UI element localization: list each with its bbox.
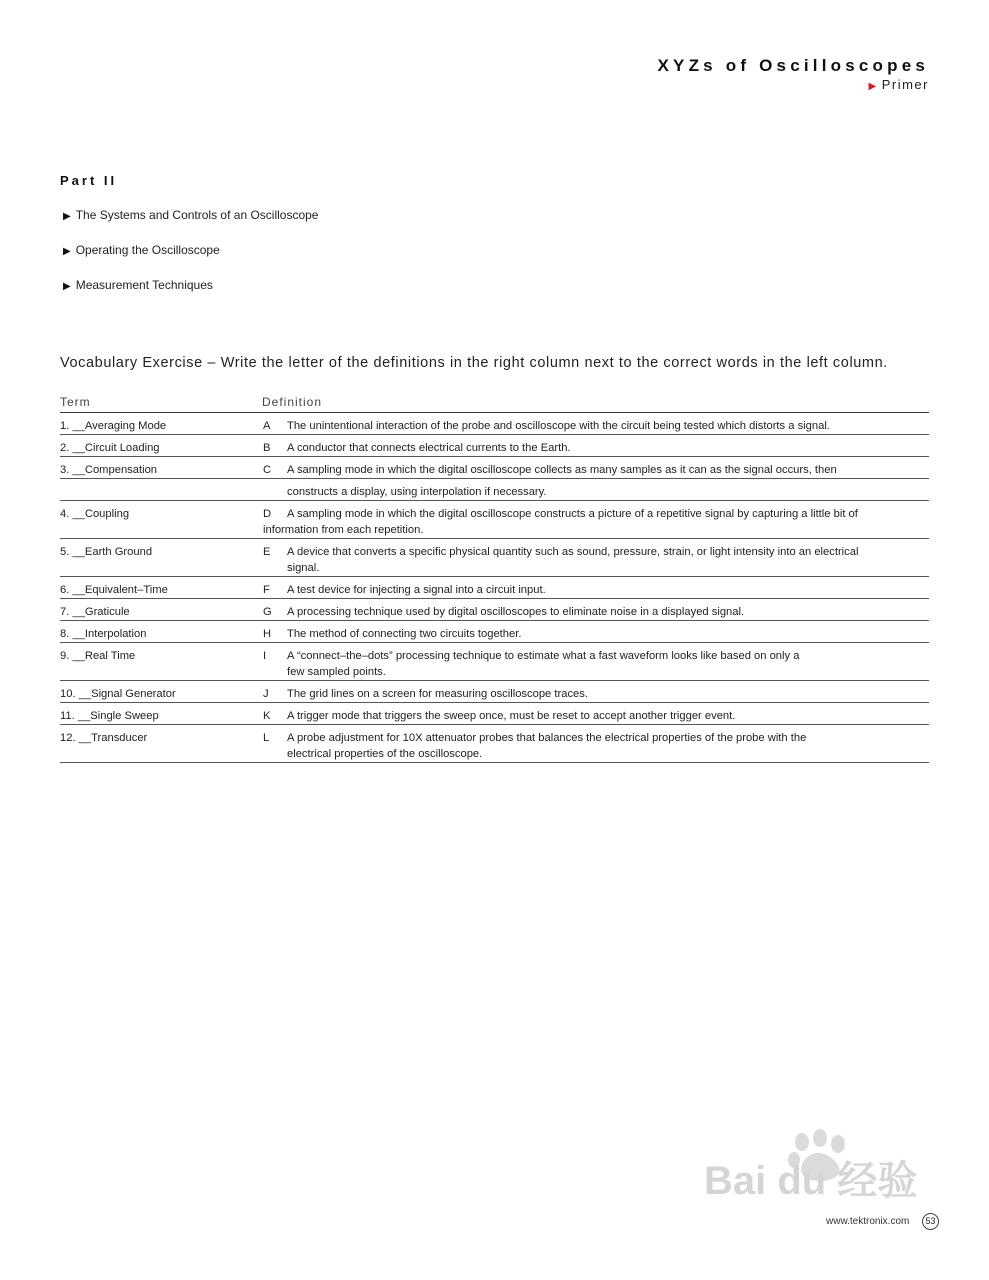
definition-cell: A trigger mode that triggers the sweep once, must be reset to accept another trigger event. (287, 710, 736, 722)
term-cell: 10. __Signal Generator (60, 688, 176, 700)
definition-cell: The method of connecting two circuits together. (287, 628, 522, 640)
definition-cell: A sampling mode in which the digital oscilloscope collects as many samples as it can as the signal occurs, then (287, 464, 837, 476)
table-row (60, 457, 929, 479)
term-cell: 6. __Equivalent–Time (60, 584, 168, 596)
definition-cell: The unintentional interaction of the probe and oscilloscope with the circuit being tested which distorts a signal. (287, 420, 830, 432)
table-row (60, 725, 929, 763)
letter-cell: C (263, 464, 272, 476)
part-title: Part II (60, 173, 118, 188)
contents-item: ▶ Operating the Oscilloscope (63, 243, 220, 257)
page-number: 53 (922, 1213, 939, 1230)
term-cell: 7. __Graticule (60, 606, 130, 618)
part-contents-list (63, 208, 318, 313)
table-row (60, 703, 929, 725)
definition-column-header: Definition (262, 395, 323, 409)
letter-cell: K (263, 710, 271, 722)
table-row (60, 413, 929, 435)
table-row (60, 501, 929, 539)
letter-cell: E (263, 546, 271, 558)
term-cell: 3. __Compensation (60, 464, 158, 476)
letter-cell: J (263, 688, 269, 700)
table-row (60, 681, 929, 703)
document-subtitle (869, 77, 929, 92)
term-column-header: Term (60, 395, 91, 409)
definition-cell: A device that converts a specific physical quantity such as sound, pressure, strain, or light intensity into an electrical signal. (287, 546, 859, 574)
table-row (60, 539, 929, 577)
triangle-bullet-icon: ▶ (63, 246, 71, 257)
table-row (60, 577, 929, 599)
triangle-bullet-icon: ▶ (63, 211, 71, 222)
term-cell: 9. __Real Time (60, 650, 136, 662)
letter-cell: H (263, 628, 272, 640)
letter-cell: B (263, 442, 271, 454)
letter-cell: D (263, 508, 272, 520)
table-row (60, 643, 929, 681)
term-cell: 5. __Earth Ground (60, 546, 153, 558)
letter-cell: I (263, 650, 267, 662)
definition-cell: A probe adjustment for 10X attenuator probes that balances the electrical properties of the probe with the electrical properties of the oscilloscope. (287, 732, 807, 760)
letter-cell: A (263, 420, 271, 432)
term-cell: 11. __Single Sweep (60, 710, 159, 722)
table-row (60, 435, 929, 457)
vocabulary-table (60, 395, 929, 763)
definition-cell: A processing technique used by digital oscilloscopes to eliminate noise in a displayed signal. (287, 606, 745, 618)
term-cell: 8. __Interpolation (60, 628, 147, 640)
table-header (60, 395, 929, 413)
term-cell: 1. __Averaging Mode (60, 420, 167, 432)
definition-cell: A sampling mode in which the digital oscilloscope constructs a picture of a repetitive signal by capturing a little bit of information from each repetition. (263, 508, 858, 536)
letter-cell: G (263, 606, 272, 618)
letter-cell: F (263, 584, 270, 596)
contents-item: ▶ Measurement Techniques (63, 278, 213, 292)
subtitle-text: Primer (881, 77, 929, 92)
term-cell: 2. __Circuit Loading (60, 442, 160, 454)
table-row (60, 621, 929, 643)
term-cell: 12. __Transducer (60, 732, 148, 744)
term-cell: 4. __Coupling (60, 508, 130, 520)
definition-cell: A conductor that connects electrical currents to the Earth. (287, 442, 571, 454)
table-row (60, 599, 929, 621)
exercise-instruction: Vocabulary Exercise – Write the letter of the definitions in the right column next to the correct words in the left column. (60, 355, 888, 371)
table-row (60, 479, 929, 501)
document-title: XYZs of Oscilloscopes (657, 56, 929, 75)
footer-url: www.tektronix.com (826, 1216, 910, 1227)
definition-cell: The grid lines on a screen for measuring oscilloscope traces. (287, 688, 588, 700)
triangle-marker-icon: ▶ (868, 81, 878, 92)
definition-cell: constructs a display, using interpolation if necessary. (287, 486, 547, 498)
letter-cell: L (263, 732, 270, 744)
definition-cell: A test device for injecting a signal into a circuit input. (287, 584, 546, 596)
contents-item: ▶ The Systems and Controls of an Oscilloscope (63, 208, 319, 222)
triangle-bullet-icon: ▶ (63, 281, 71, 292)
definition-cell: A “connect–the–dots” processing technique to estimate what a fast waveform looks like based on only a few sampled points. (287, 650, 800, 678)
watermark-brand: Bai du 经验 (704, 1159, 918, 1203)
